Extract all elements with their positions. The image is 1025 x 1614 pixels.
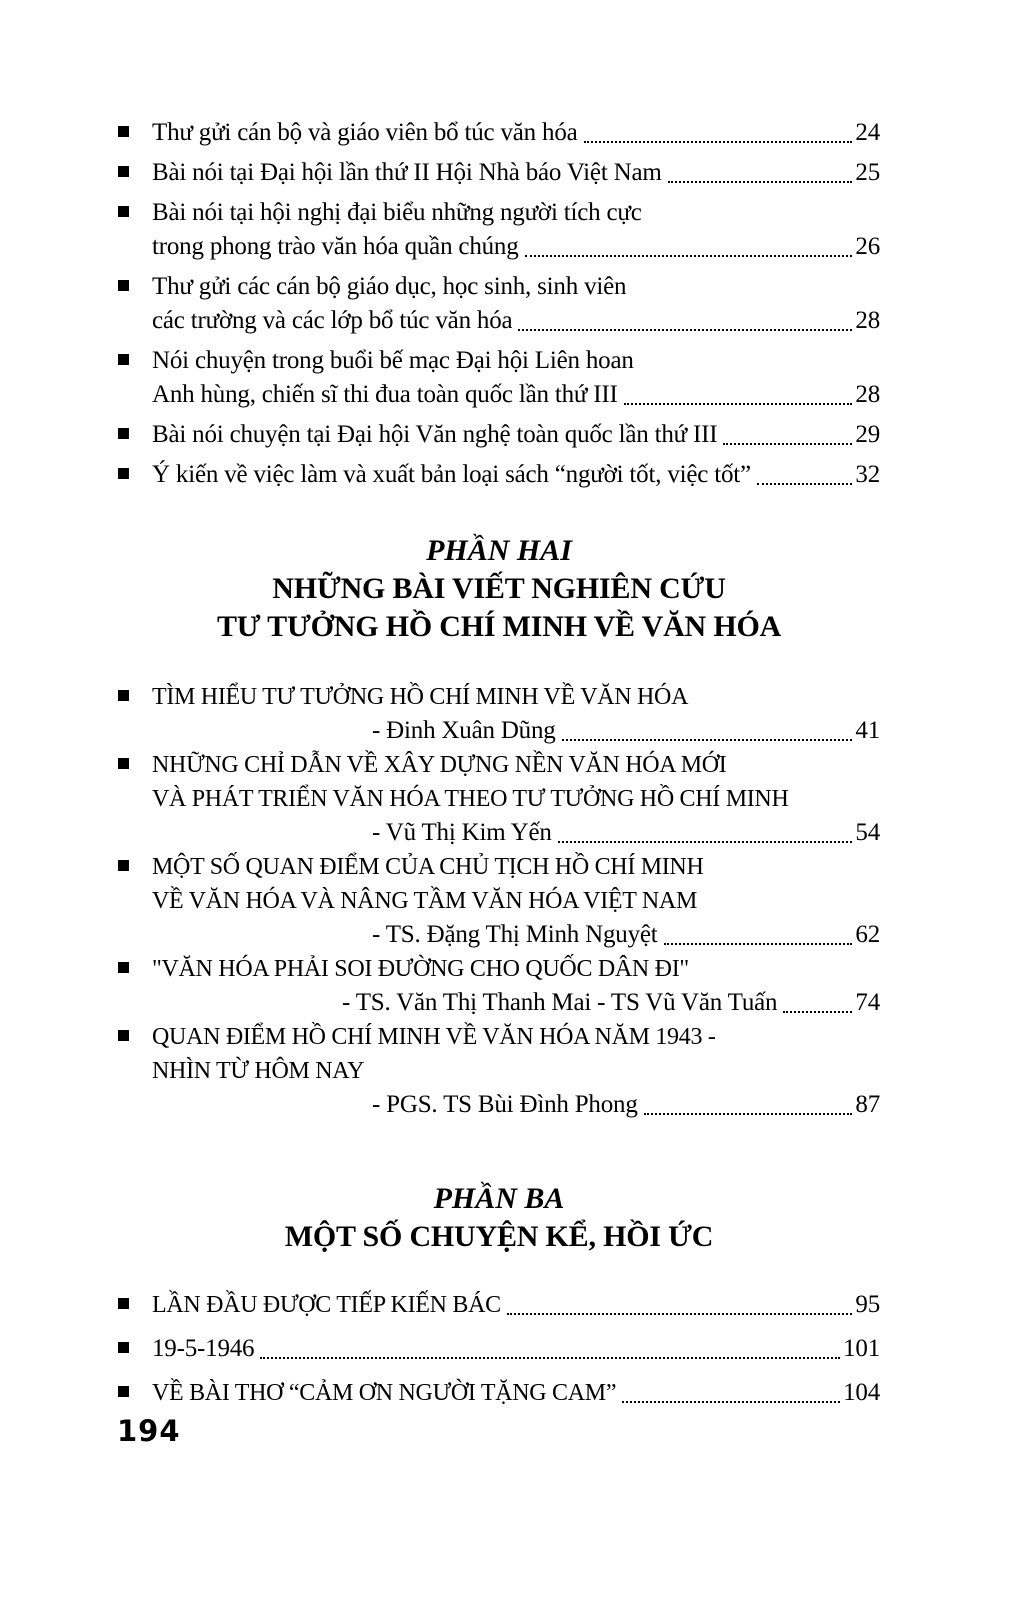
toc-entry-page: 95 xyxy=(855,1291,880,1318)
square-bullet-icon xyxy=(118,962,129,973)
part-title-line: TƯ TƯỞNG HỒ CHÍ MINH VỀ VĂN HÓA xyxy=(216,610,782,643)
toc-entry-title: MỘT SỐ QUAN ĐIỂM CỦA CHỦ TỊCH HỒ CHÍ MINH xyxy=(152,854,704,880)
toc-entry-page: 28 xyxy=(855,381,880,408)
page-number: 194 xyxy=(117,1414,181,1448)
part-label: PHẦN HAI xyxy=(426,534,572,567)
toc-entry-title-line2: các trường và các lớp bổ túc văn hóa xyxy=(152,307,513,334)
toc-item xyxy=(118,1288,880,1322)
toc-entry-title: Bài nói tại Đại hội lần thứ II Hội Nhà báo Việt Nam xyxy=(152,159,662,186)
toc-entry-title-line2: NHÌN TỪ HÔM NAY xyxy=(152,1058,365,1084)
toc-entry-author: - TS. Đặng Thị Minh Nguyệt xyxy=(372,921,658,948)
toc-entry-page: 104 xyxy=(843,1379,880,1406)
toc-entry-title-line2: VỀ VĂN HÓA VÀ NÂNG TẦM VĂN HÓA VIỆT NAM xyxy=(152,888,697,914)
toc-entry-title: Thư gửi các cán bộ giáo dục, học sinh, sinh viên xyxy=(152,273,627,300)
dot-leader xyxy=(507,1313,853,1315)
toc-entry-title: Nói chuyện trong buổi bế mạc Đại hội Liên hoan xyxy=(152,347,634,374)
toc-entry-title-line2: trong phong trào văn hóa quần chúng xyxy=(152,233,519,260)
toc-section-3 xyxy=(118,1288,880,1410)
toc-entry-title: TÌM HIỂU TƯ TƯỞNG HỒ CHÍ MINH VỀ VĂN HÓA xyxy=(152,684,689,710)
dot-leader xyxy=(783,1011,852,1013)
section-heading-phan-ba xyxy=(118,1180,880,1256)
toc-entry-page: 25 xyxy=(855,159,880,186)
dot-leader xyxy=(518,329,852,331)
toc-item xyxy=(118,850,880,952)
square-bullet-icon xyxy=(118,126,129,137)
part-label: PHẦN BA xyxy=(433,1182,565,1215)
toc-entry-author: - TS. Văn Thị Thanh Mai - TS Vũ Văn Tuấn xyxy=(342,989,778,1016)
toc-section-1 xyxy=(118,116,880,492)
toc-entry-page: 32 xyxy=(855,461,880,488)
dot-leader xyxy=(723,443,852,445)
toc-entry-title: Bài nói tại hội nghị đại biểu những người tích cực xyxy=(152,199,642,226)
square-bullet-icon xyxy=(118,860,129,871)
toc-entry-title: NHỮNG CHỈ DẪN VỀ XÂY DỰNG NỀN VĂN HÓA MỚI xyxy=(152,752,727,778)
toc-item xyxy=(118,458,880,492)
toc-page xyxy=(118,116,880,1420)
section-heading-phan-hai xyxy=(118,532,880,646)
toc-entry-page: 24 xyxy=(855,119,880,146)
dot-leader xyxy=(644,1113,853,1115)
toc-entry-page: 74 xyxy=(855,989,880,1016)
dot-leader xyxy=(562,739,853,741)
square-bullet-icon xyxy=(118,280,129,291)
toc-item xyxy=(118,196,880,264)
toc-entry-page: 29 xyxy=(855,421,880,448)
square-bullet-icon xyxy=(118,758,129,769)
dot-leader xyxy=(622,1401,840,1403)
toc-item xyxy=(118,156,880,190)
toc-entry-author: - Đinh Xuân Dũng xyxy=(372,717,556,744)
toc-item xyxy=(118,344,880,412)
square-bullet-icon xyxy=(118,354,129,365)
toc-item xyxy=(118,952,880,1020)
dot-leader xyxy=(558,841,853,843)
square-bullet-icon xyxy=(118,1342,129,1353)
square-bullet-icon xyxy=(118,1030,129,1041)
toc-entry-author: - PGS. TS Bùi Đình Phong xyxy=(372,1091,638,1118)
toc-item xyxy=(118,748,880,850)
toc-entry-title: Thư gửi cán bộ và giáo viên bổ túc văn hóa xyxy=(152,119,578,146)
toc-entry-title: "VĂN HÓA PHẢI SOI ĐƯỜNG CHO QUỐC DÂN ĐI" xyxy=(152,956,689,982)
toc-entry-title-line2: Anh hùng, chiến sĩ thi đua toàn quốc lần thứ III xyxy=(152,381,618,408)
toc-entry-page: 26 xyxy=(855,233,880,260)
dot-leader xyxy=(584,141,853,143)
toc-entry-title: 19-5-1946 xyxy=(152,1335,255,1362)
toc-entry-page: 41 xyxy=(855,717,880,744)
square-bullet-icon xyxy=(118,468,129,479)
toc-entry-title: LẦN ĐẦU ĐƯỢC TIẾP KIẾN BÁC xyxy=(152,1292,501,1318)
toc-entry-page: 101 xyxy=(843,1335,880,1362)
square-bullet-icon xyxy=(118,428,129,439)
dot-leader xyxy=(260,1357,840,1359)
toc-item xyxy=(118,1332,880,1366)
toc-item xyxy=(118,680,880,748)
dot-leader xyxy=(664,943,853,945)
toc-entry-author: - Vũ Thị Kim Yến xyxy=(372,819,552,846)
square-bullet-icon xyxy=(118,166,129,177)
square-bullet-icon xyxy=(118,690,129,701)
toc-item xyxy=(118,270,880,338)
toc-entry-title: QUAN ĐIỂM HỒ CHÍ MINH VỀ VĂN HÓA NĂM 1943 - xyxy=(152,1024,716,1050)
toc-entry-title: VỀ BÀI THƠ “CẢM ƠN NGƯỜI TẶNG CAM” xyxy=(152,1380,617,1406)
dot-leader xyxy=(757,483,852,485)
part-title-line: NHỮNG BÀI VIẾT NGHIÊN CỨU xyxy=(272,572,726,605)
toc-entry-page: 54 xyxy=(855,819,880,846)
toc-item xyxy=(118,116,880,150)
toc-item xyxy=(118,1376,880,1410)
part-title-line: MỘT SỐ CHUYỆN KỂ, HỒI ỨC xyxy=(284,1220,714,1253)
square-bullet-icon xyxy=(118,1298,129,1309)
dot-leader xyxy=(624,403,853,405)
toc-item xyxy=(118,418,880,452)
toc-section-2 xyxy=(118,680,880,1122)
dot-leader xyxy=(668,181,853,183)
toc-entry-page: 87 xyxy=(855,1091,880,1118)
toc-entry-title: Ý kiến về việc làm và xuất bản loại sách “người tốt, việc tốt” xyxy=(152,461,751,488)
toc-item xyxy=(118,1020,880,1122)
toc-entry-page: 62 xyxy=(855,921,880,948)
toc-entry-title: Bài nói chuyện tại Đại hội Văn nghệ toàn quốc lần thứ III xyxy=(152,421,718,448)
dot-leader xyxy=(525,255,853,257)
square-bullet-icon xyxy=(118,1386,129,1397)
square-bullet-icon xyxy=(118,206,129,217)
toc-entry-page: 28 xyxy=(855,307,880,334)
toc-entry-title-line2: VÀ PHÁT TRIỂN VĂN HÓA THEO TƯ TƯỞNG HỒ CHÍ MINH xyxy=(152,786,789,812)
